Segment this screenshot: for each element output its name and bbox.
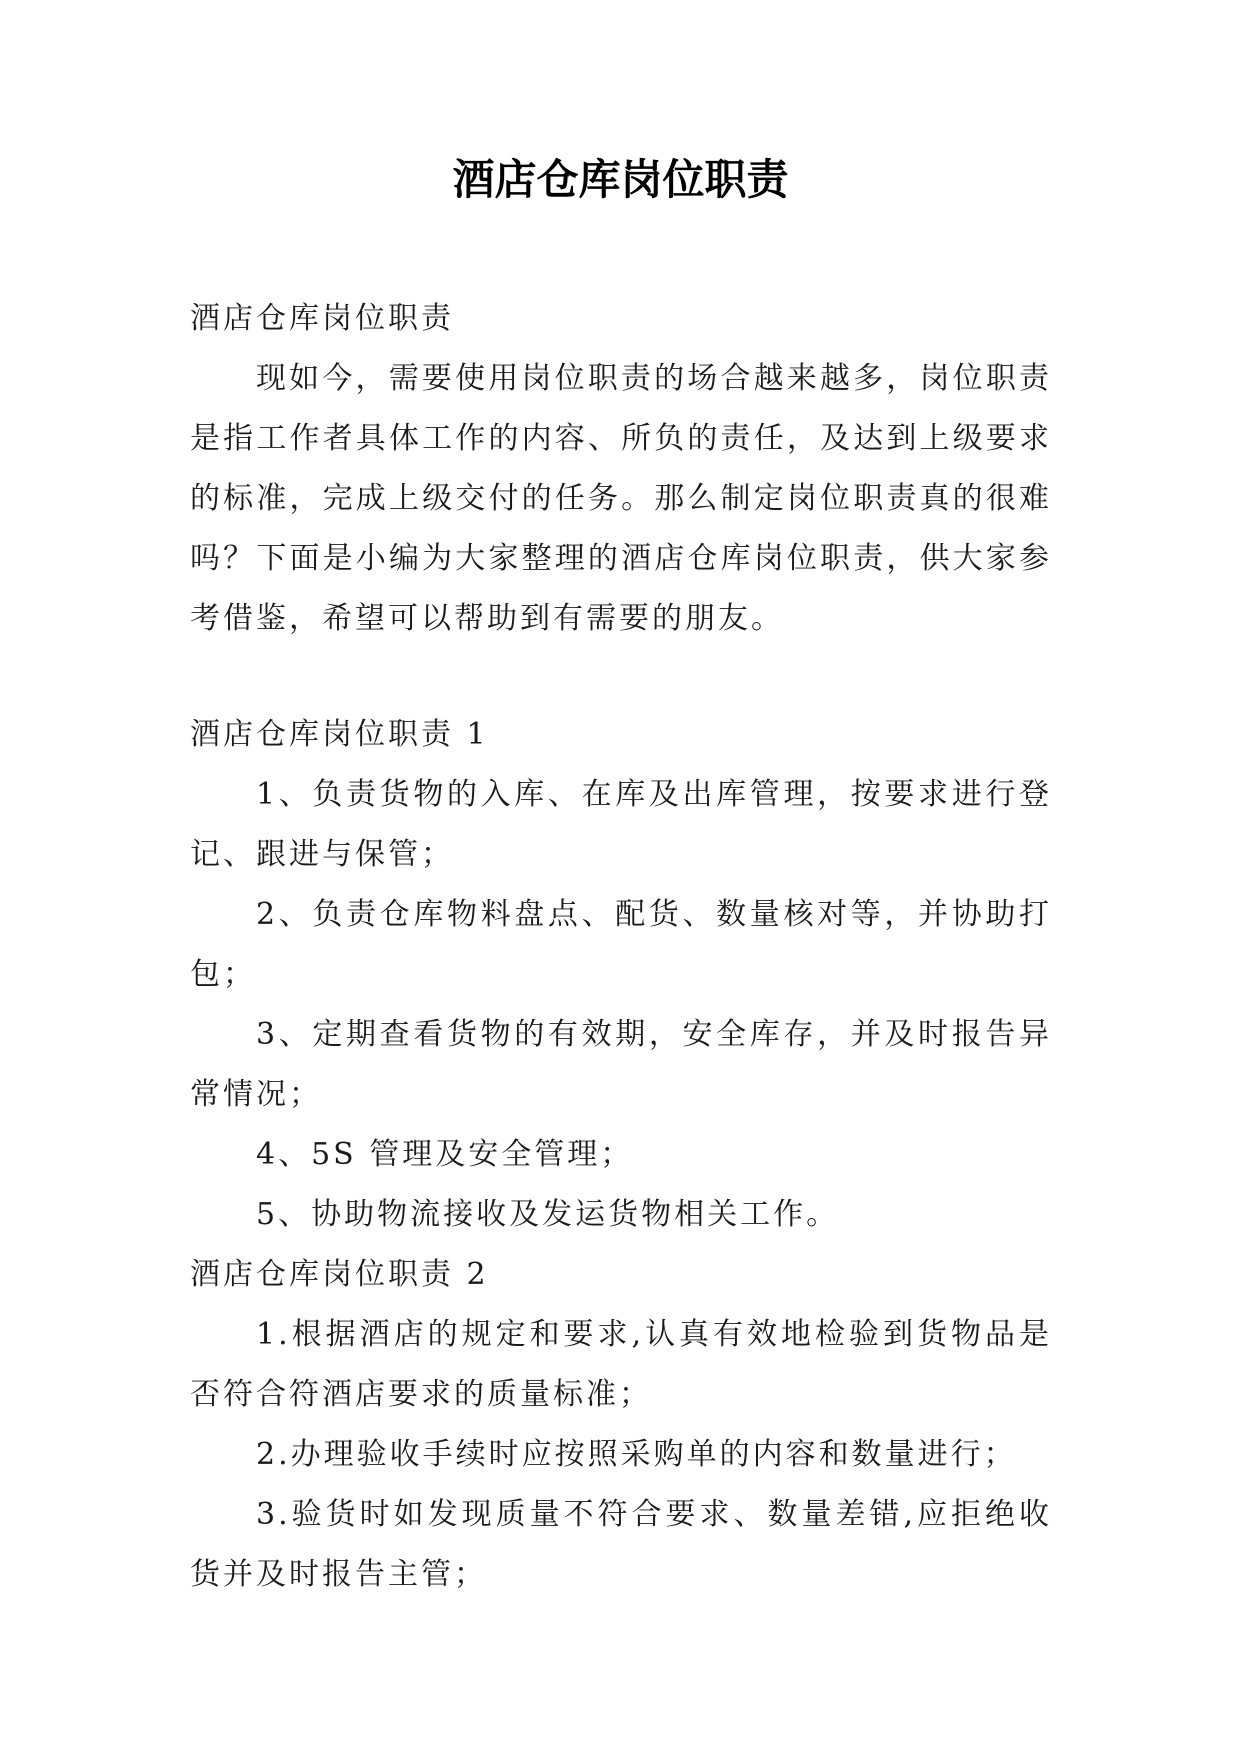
section-1-item-3: 3、定期查看货物的有效期，安全库存，并及时报告异常情况； <box>190 1017 1052 1112</box>
section-2-item-1: 1.根据酒店的规定和要求,认真有效地检验到货物品是否符合符酒店要求的质量标准； <box>190 1317 1052 1412</box>
section-1-heading: 酒店仓库岗位职责 1 <box>190 717 489 752</box>
section-1-item-4: 4、5S 管理及安全管理； <box>256 1137 634 1172</box>
section-2-item-2: 2.办理验收手续时应按照采购单的内容和数量进行； <box>256 1437 1017 1472</box>
document-subtitle: 酒店仓库岗位职责 <box>190 301 454 336</box>
section-spacer <box>190 649 1052 705</box>
section-2-item-3: 3.验货时如发现质量不符合要求、数量差错,应拒绝收货并及时报告主管； <box>190 1497 1052 1592</box>
document-body <box>190 289 1052 1605</box>
intro-paragraph: 现如今，需要使用岗位职责的场合越来越多，岗位职责是指工作者具体工作的内容、所负的责任，及达到上级要求的标准，完成上级交付的任务。那么制定岗位职责真的很难吗？下面是小编为大家整理的酒店仓库岗位职责，供大家参考借鉴，希望可以帮助到有需要的朋友。 <box>190 361 1052 636</box>
section-1-item-1: 1、负责货物的入库、在库及出库管理，按要求进行登记、跟进与保管； <box>190 777 1052 872</box>
section-1-item-5: 5、协助物流接收及发运货物相关工作。 <box>256 1197 840 1232</box>
document-title: 酒店仓库岗位职责 <box>452 155 789 204</box>
section-2-heading: 酒店仓库岗位职责 2 <box>190 1257 489 1292</box>
section-1-item-2: 2、负责仓库物料盘点、配货、数量核对等，并协助打包； <box>190 897 1052 992</box>
